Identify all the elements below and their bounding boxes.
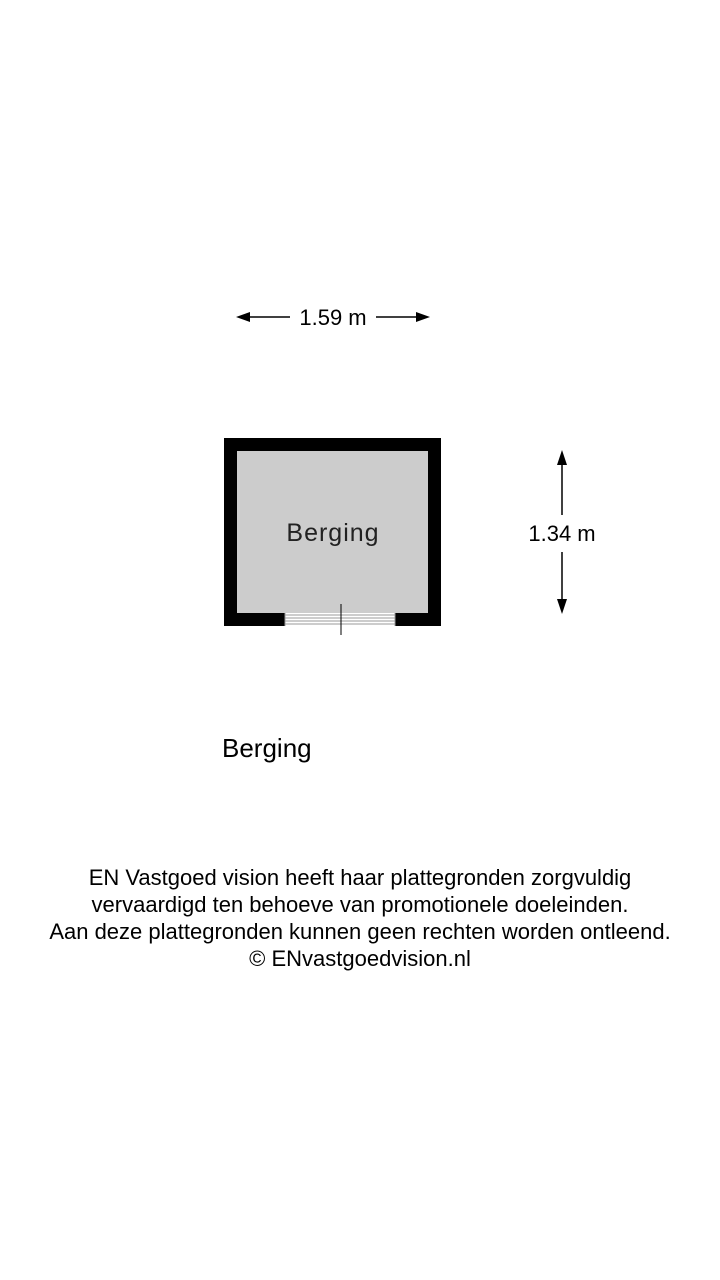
floor-title: Berging [222, 733, 312, 763]
width-dimension [236, 305, 430, 330]
disclaimer-line: EN Vastgoed vision heeft haar plattegronden zorgvuldig [88, 865, 632, 890]
room-name-label: Berging [286, 519, 380, 547]
height-dimension [528, 450, 595, 614]
disclaimer-line: vervaardigd ten behoeve van promotionele doeleinden. [91, 892, 629, 917]
disclaimer-line: Aan deze plattegronden kunnen geen rechten worden ontleend. [49, 919, 671, 944]
copyright-line: © ENvastgoedvision.nl [249, 946, 471, 971]
height-arrow-down-icon [557, 599, 567, 614]
width-arrow-left-icon [236, 312, 250, 322]
width-label: 1.59 m [299, 305, 367, 330]
disclaimer [0, 864, 720, 972]
width-arrow-right-icon [416, 312, 430, 322]
room-berging [224, 438, 441, 635]
height-label: 1.34 m [528, 521, 596, 546]
